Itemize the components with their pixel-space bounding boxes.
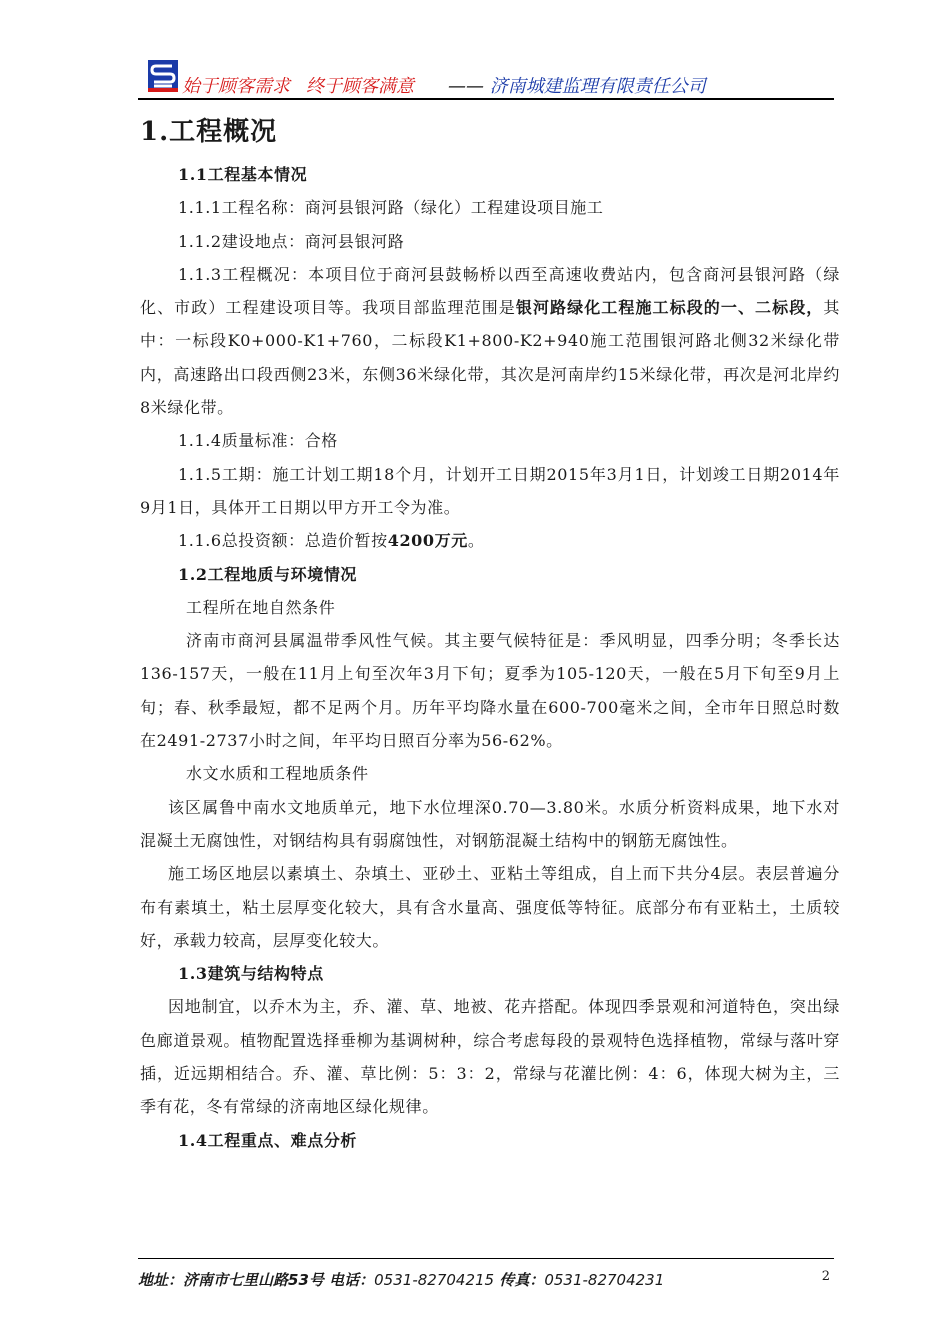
item-1-1-1: 1.1.1工程名称：商河县银河路（绿化）工程建设项目施工 — [178, 198, 604, 218]
slogan — [182, 72, 414, 98]
header-dash: —— — [448, 76, 484, 97]
item-1-1-3-bold: 银河路绿化工程施工标段的一、二标段， — [515, 298, 824, 318]
address-value: 济南市七里山路53号 — [183, 1271, 324, 1289]
natural-conditions-text: 济南市商河县属温带季风性气候。其主要气候特征是：季风明显，四季分明；冬季长达136-157天，一般在11月上旬至次年3月下旬；夏季为105-120天，一般在5月下旬至9月上旬；春、秋季最短，都不足两个月。历年平均降水量在600-700毫米之间，全市年日照总时数在2491-2737小时之间，年平均日照百分率为56-62%。 — [140, 631, 840, 751]
fax-value: 0531-82704231 — [544, 1271, 665, 1289]
address-label: 地址： — [138, 1271, 184, 1289]
document-body — [140, 112, 840, 1157]
slogan-part2: 终于顾客满意 — [306, 76, 414, 97]
section-1-4-title: 1.4工程重点、难点分析 — [178, 1130, 358, 1150]
section-1-3-text: 因地制宜，以乔木为主，乔、灌、草、地被、花卉搭配。体现四季景观和河道特色，突出绿色廊道景观。植物配置选择垂柳为基调树种，综合考虑每段的景观特色选择植物，常绿与落叶穿插，近远期相结合。乔、灌、草比例：5：3：2，常绿与花灌比例：4：6，体现大树为主，三季有花，冬有常绿的济南地区绿化规律。 — [140, 997, 840, 1117]
company-name: 济南城建监理有限责任公司 — [489, 76, 706, 97]
section-1-2-title: 1.2工程地质与环境情况 — [178, 564, 358, 584]
section-1-3-title: 1.3建筑与结构特点 — [178, 964, 324, 984]
item-1-1-6-text-b: 。 — [467, 531, 485, 551]
strata-text: 施工场区地层以素填土、杂填土、亚砂土、亚粘土等组成，自上而下共分4层。表层普遍分布有素填土，粘土层厚变化较大，具有含水量高、强度低等特征。底部分布有亚粘土，土质较好，承载力较高，层厚变化较大。 — [140, 864, 840, 950]
item-1-1-3-text-b: 其中：一标段K0+000-K1+760，二标段K1+800-K2+940施工范围银河路北侧32米绿化带内，高速路出口段西侧23米，东侧36米绿化带，其次是河南岸约15米绿化带，再次是河北岸约8米绿化带。 — [140, 298, 840, 418]
item-1-1-6-text-a: 1.1.6总投资额：总造价暂按 — [178, 531, 388, 551]
natural-conditions-title: 工程所在地自然条件 — [186, 597, 336, 617]
item-1-1-6 — [140, 524, 840, 557]
item-1-1-5: 1.1.5工期：施工计划工期18个月，计划开工日期2015年3月1日，计划竣工日期2014年9月1日，具体开工日期以甲方开工令为准。 — [140, 464, 840, 517]
tel-label: 电话： — [329, 1271, 375, 1289]
hydro-conditions-text: 该区属鲁中南水文地质单元，地下水位埋深0.70—3.80米。水质分析资料成果，地下水对混凝土无腐蚀性，对钢结构具有弱腐蚀性，对钢筋混凝土结构中的钢筋无腐蚀性。 — [140, 797, 840, 850]
item-1-1-6-bold: 4200万元 — [387, 531, 468, 551]
company-name-line — [448, 72, 706, 98]
page-footer — [138, 1258, 834, 1291]
company-logo-icon — [148, 60, 178, 92]
footer-contact — [138, 1269, 664, 1290]
chapter-title: 1.工程概况 — [140, 117, 278, 147]
item-1-1-3 — [140, 258, 840, 424]
item-1-1-2: 1.1.2建设地点：商河县银河路 — [178, 231, 405, 251]
fax-label: 传真： — [499, 1271, 545, 1289]
page-header — [138, 58, 834, 100]
tel-value: 0531-82704215 — [374, 1271, 495, 1289]
hydro-conditions-title: 水文水质和工程地质条件 — [186, 764, 369, 784]
item-1-1-4: 1.1.4质量标准：合格 — [178, 431, 338, 451]
slogan-part1: 始于顾客需求 — [182, 76, 290, 97]
page-number: 2 — [821, 1269, 830, 1284]
item-1-1-3-text-a: 1.1.3工程概况：本项目位于商河县鼓畅桥以西至高速收费站内，包含商河县银河路（绿化、市政）工程建设项目等。我项目部监理范围是 — [140, 264, 840, 318]
section-1-1-title: 1.1工程基本情况 — [178, 165, 308, 184]
